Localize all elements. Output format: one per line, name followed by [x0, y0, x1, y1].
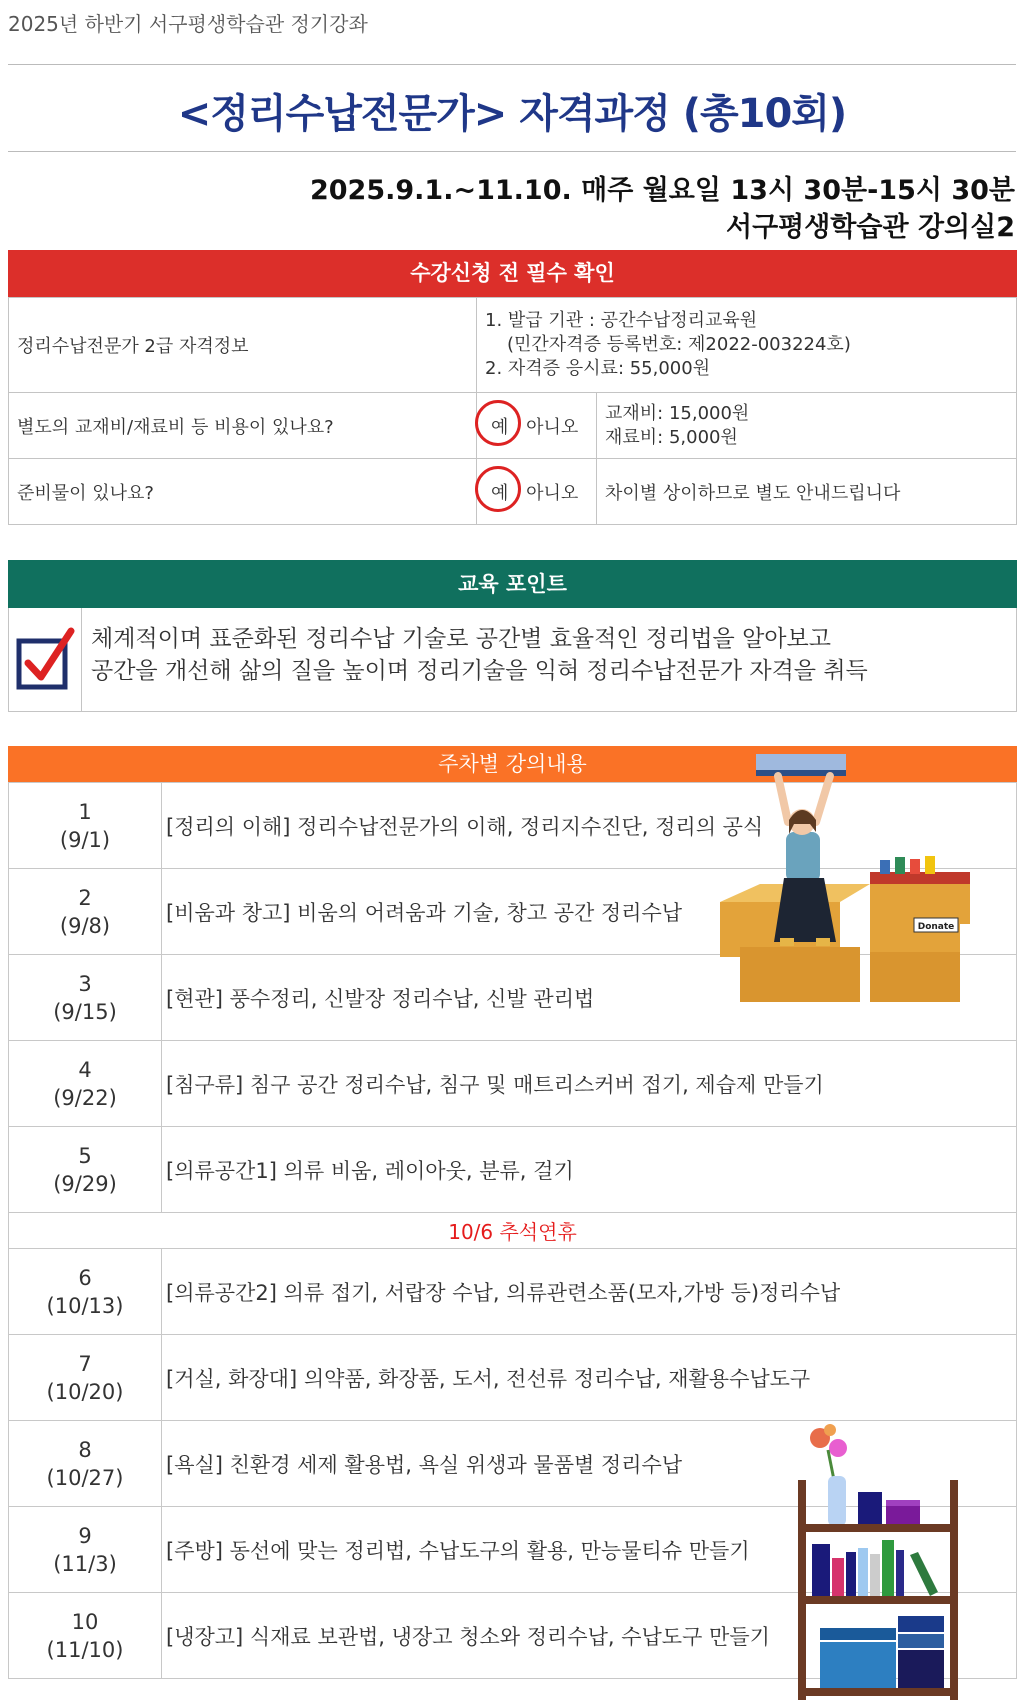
lesson-row [9, 1127, 1017, 1213]
donate-label: Donate [917, 922, 955, 932]
lesson-date: (11/10) [46, 1637, 124, 1662]
lesson-number: 1 [78, 799, 92, 824]
lesson-topic: [정리의 이해] 정리수납전문가의 이해, 정리지수진단, 정리의 공식 [162, 783, 1017, 869]
row-label: 준비물이 있나요? [9, 459, 477, 525]
lesson-session [9, 869, 162, 955]
lesson-number: 2 [78, 885, 92, 910]
weekly-header: 주차별 강의내용 [8, 746, 1017, 782]
lesson-session [9, 1507, 162, 1593]
lesson-topic: [냉장고] 식재료 보관법, 냉장고 청소와 정리수납, 수납도구 만들기 [162, 1593, 1017, 1679]
cert-fee: 2. 자격증 응시료: 55,000원 [485, 358, 711, 379]
lesson-topic: [주방] 동선에 맞는 정리법, 수납도구의 활용, 만능물티슈 만들기 [162, 1507, 1017, 1593]
table-row [9, 459, 1017, 525]
lesson-date: (9/29) [53, 1171, 117, 1196]
table-row [9, 393, 1017, 459]
lesson-number: 4 [78, 1057, 92, 1082]
lesson-number: 8 [78, 1437, 92, 1462]
lesson-session [9, 1127, 162, 1213]
lesson-date: (9/22) [53, 1085, 117, 1110]
organizing-illustration [720, 752, 980, 1002]
lesson-session [9, 1249, 162, 1335]
lesson-number: 9 [78, 1523, 92, 1548]
selected-circle [475, 400, 521, 446]
points-line: 체계적이며 표준화된 정리수납 기술로 공간별 효율적인 정리법을 알아보고 [91, 626, 831, 652]
points-box [8, 608, 1017, 712]
lesson-row [9, 1041, 1017, 1127]
lesson-session [9, 1593, 162, 1679]
lesson-topic: [의류공간1] 의류 비움, 레이아웃, 분류, 걸기 [162, 1127, 1017, 1213]
lesson-topic: [욕실] 친환경 세제 활용법, 욕실 위생과 물품별 정리수납 [162, 1421, 1017, 1507]
lesson-date: (9/8) [59, 913, 111, 938]
cert-info [477, 298, 1017, 393]
lesson-topic: [현관] 풍수정리, 신발장 정리수납, 신발 관리법 [162, 955, 1017, 1041]
schedule-location: 서구평생학습관 강의실2 [725, 212, 1015, 243]
lesson-topic: [비움과 창고] 비움의 어려움과 기술, 창고 공간 정리수납 [162, 869, 1017, 955]
lesson-session [9, 1421, 162, 1507]
page-title: <정리수납전문가> 자격과정 (총10회) [177, 91, 847, 137]
row-label: 정리수납전문가 2급 자격정보 [9, 298, 477, 393]
supplies-note: 차이별 상이하므로 별도 안내드립니다 [597, 459, 1017, 525]
schedule-dates: 2025.9.1.~11.10. 매주 월요일 13시 30분-15시 30분 [309, 175, 1015, 206]
lesson-date: (10/20) [46, 1379, 124, 1404]
top-label: 2025년 하반기 서구평생학습관 정기강좌 [8, 12, 368, 36]
lesson-number: 3 [78, 971, 92, 996]
divider [8, 64, 1016, 65]
lesson-row [9, 1249, 1017, 1335]
check-table [8, 297, 1017, 525]
cost-note [597, 393, 1017, 459]
holiday-label: 10/6 추석연휴 [9, 1213, 1017, 1249]
holiday-row [9, 1213, 1017, 1249]
cert-issuer: 1. 발급 기관 : 공간수납정리교육원 [485, 310, 758, 331]
lesson-date: (9/15) [53, 999, 117, 1024]
lesson-date: (10/13) [46, 1293, 124, 1318]
checkbox-icon [9, 608, 82, 711]
lesson-number: 10 [71, 1609, 99, 1634]
lesson-topic: [침구류] 침구 공간 정리수납, 침구 및 매트리스커버 접기, 제습제 만들기 [162, 1041, 1017, 1127]
cert-registration: (민간자격증 등록번호: 제2022-003224호) [507, 334, 851, 355]
lesson-row [9, 1335, 1017, 1421]
lesson-number: 5 [78, 1143, 92, 1168]
lesson-number: 7 [78, 1351, 92, 1376]
yes-option: 예 [491, 482, 509, 504]
table-row [9, 298, 1017, 393]
points-section [8, 560, 1017, 712]
yes-no-choice [477, 459, 597, 525]
yes-no-choice [477, 393, 597, 459]
no-option: 아니오 [526, 416, 579, 438]
lesson-date: (10/27) [46, 1465, 124, 1490]
lesson-session [9, 955, 162, 1041]
textbook-fee: 교재비: 15,000원 [605, 402, 750, 424]
lesson-number: 6 [78, 1265, 92, 1290]
lesson-session [9, 1335, 162, 1421]
lesson-topic: [거실, 화장대] 의약품, 화장품, 도서, 전선류 정리수납, 재활용수납도구 [162, 1335, 1017, 1421]
yes-option: 예 [491, 416, 509, 438]
divider [8, 151, 1016, 152]
row-label: 별도의 교재비/재료비 등 비용이 있나요? [9, 393, 477, 459]
material-fee: 재료비: 5,000원 [605, 426, 738, 448]
points-text [82, 608, 868, 711]
lesson-session [9, 783, 162, 869]
lesson-session [9, 1041, 162, 1127]
points-header: 교육 포인트 [8, 560, 1017, 608]
lesson-date: (11/3) [53, 1551, 117, 1576]
check-header: 수강신청 전 필수 확인 [8, 250, 1017, 297]
bookshelf-illustration [790, 1420, 975, 1700]
lesson-date: (9/1) [59, 827, 111, 852]
lesson-topic: [의류공간2] 의류 접기, 서랍장 수납, 의류관련소품(모자,가방 등)정리수납 [162, 1249, 1017, 1335]
no-option: 아니오 [526, 482, 579, 504]
selected-circle [475, 466, 521, 512]
check-section [8, 250, 1017, 525]
points-line: 공간을 개선해 삶의 질을 높이며 정리기술을 익혀 정리수납전문가 자격을 취득 [91, 658, 868, 684]
